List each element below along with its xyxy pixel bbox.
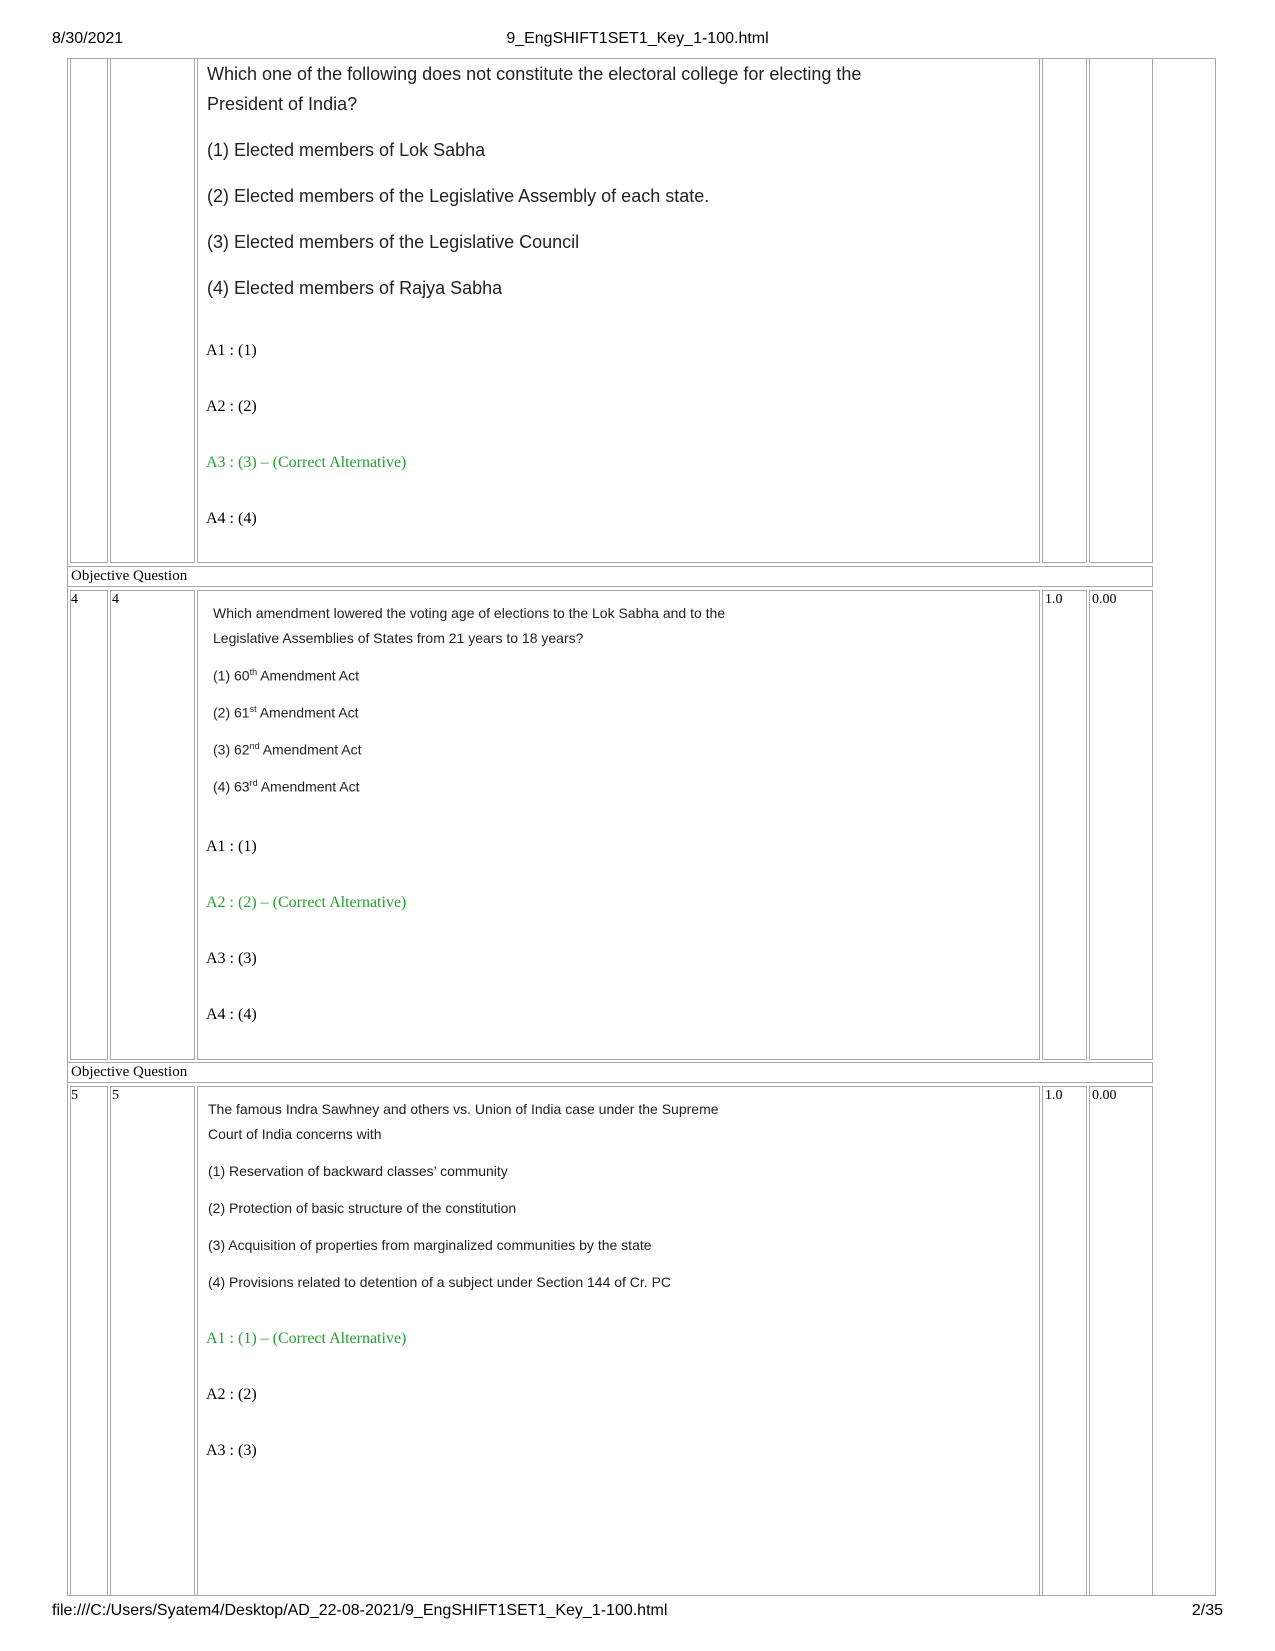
q4-answer-3: A3 : (3) [206, 950, 257, 967]
q3-content-cell [197, 58, 1040, 563]
q3-srno-cell [70, 58, 108, 563]
q3-answer-1: A1 : (1) [206, 342, 257, 359]
q4-content-cell [197, 590, 1040, 1060]
q3-answer-4: A4 : (4) [206, 510, 257, 527]
q5-sr-no: 5 [71, 1088, 78, 1103]
q5-question-line2: Court of India concerns with [208, 1126, 382, 1142]
q4-option-1: (1) 60th Amendment Act [213, 667, 360, 684]
q4-question-id: 4 [112, 592, 119, 607]
file-path: file:///C:/Users/Syatem4/Desktop/AD_22-08-2021/9_EngSHIFT1SET1_Key_1-100.html [52, 1602, 668, 1619]
q4-sr-no: 4 [71, 592, 78, 607]
q4-answer-4: A4 : (4) [206, 1006, 257, 1023]
q3-option-2: (2) Elected members of the Legislative Assembly of each state. [207, 186, 710, 206]
q4-negative-marks: 0.00 [1092, 592, 1117, 607]
q3-question-line2: President of India? [207, 94, 358, 114]
q5-question-id: 5 [112, 1088, 119, 1103]
q5-srno-cell [70, 1086, 108, 1596]
q4-answer-2-correct: A2 : (2) – (Correct Alternative) [206, 894, 407, 911]
q3-qid-cell [110, 58, 195, 563]
q3-answer-2: A2 : (2) [206, 398, 257, 415]
q5-option-3: (3) Acquisition of properties from marginalized communities by the state [208, 1237, 652, 1253]
q4-negative-cell [1089, 590, 1153, 1060]
document-title: 9_EngSHIFT1SET1_Key_1-100.html [506, 30, 769, 47]
q5-option-2: (2) Protection of basic structure of the constitution [208, 1200, 517, 1216]
q5-section-label-cell [67, 1062, 1153, 1083]
q3-option-3: (3) Elected members of the Legislative Council [207, 232, 580, 252]
print-date: 8/30/2021 [52, 30, 124, 47]
q3-option-4: (4) Elected members of Rajya Sabha [207, 278, 503, 298]
q4-question-line1: Which amendment lowered the voting age of elections to the Lok Sabha and to the [213, 605, 726, 621]
q4-section-label: Objective Question [71, 568, 188, 584]
q5-qid-cell [110, 1086, 195, 1596]
q4-marks: 1.0 [1045, 592, 1063, 607]
q5-answer-2: A2 : (2) [206, 1386, 257, 1403]
q5-marks-cell [1042, 1086, 1087, 1596]
q4-question-line2: Legislative Assemblies of States from 21 years to 18 years? [213, 630, 584, 646]
q5-marks: 1.0 [1045, 1088, 1063, 1103]
q5-question-line1: The famous Indra Sawhney and others vs. Union of India case under the Supreme [208, 1101, 719, 1117]
q4-option-2: (2) 61st Amendment Act [213, 704, 359, 721]
q5-section-label: Objective Question [71, 1064, 188, 1080]
q5-negative-marks: 0.00 [1092, 1088, 1117, 1103]
q4-qid-cell [110, 590, 195, 1060]
q5-option-1: (1) Reservation of backward classes’ community [208, 1163, 508, 1179]
q5-answer-1-correct: A1 : (1) – (Correct Alternative) [206, 1330, 407, 1347]
q4-option-3: (3) 62nd Amendment Act [213, 741, 362, 758]
q3-marks-cell [1042, 58, 1087, 563]
q4-marks-cell [1042, 590, 1087, 1060]
q4-srno-cell [70, 590, 108, 1060]
q3-answer-3-correct: A3 : (3) – (Correct Alternative) [206, 454, 407, 471]
q3-option-1: (1) Elected members of Lok Sabha [207, 140, 486, 160]
q4-section-label-cell [67, 566, 1153, 587]
q3-negative-cell [1089, 58, 1153, 563]
page-number: 2/35 [1191, 1602, 1223, 1619]
q5-option-4: (4) Provisions related to detention of a subject under Section 144 of Cr. PC [208, 1274, 672, 1290]
q5-negative-cell [1089, 1086, 1153, 1596]
q5-answer-3: A3 : (3) [206, 1442, 257, 1459]
q4-answer-1: A1 : (1) [206, 838, 257, 855]
q4-option-4: (4) 63rd Amendment Act [213, 778, 360, 795]
q3-question-line1: Which one of the following does not constitute the electoral college for electing the [207, 64, 862, 84]
